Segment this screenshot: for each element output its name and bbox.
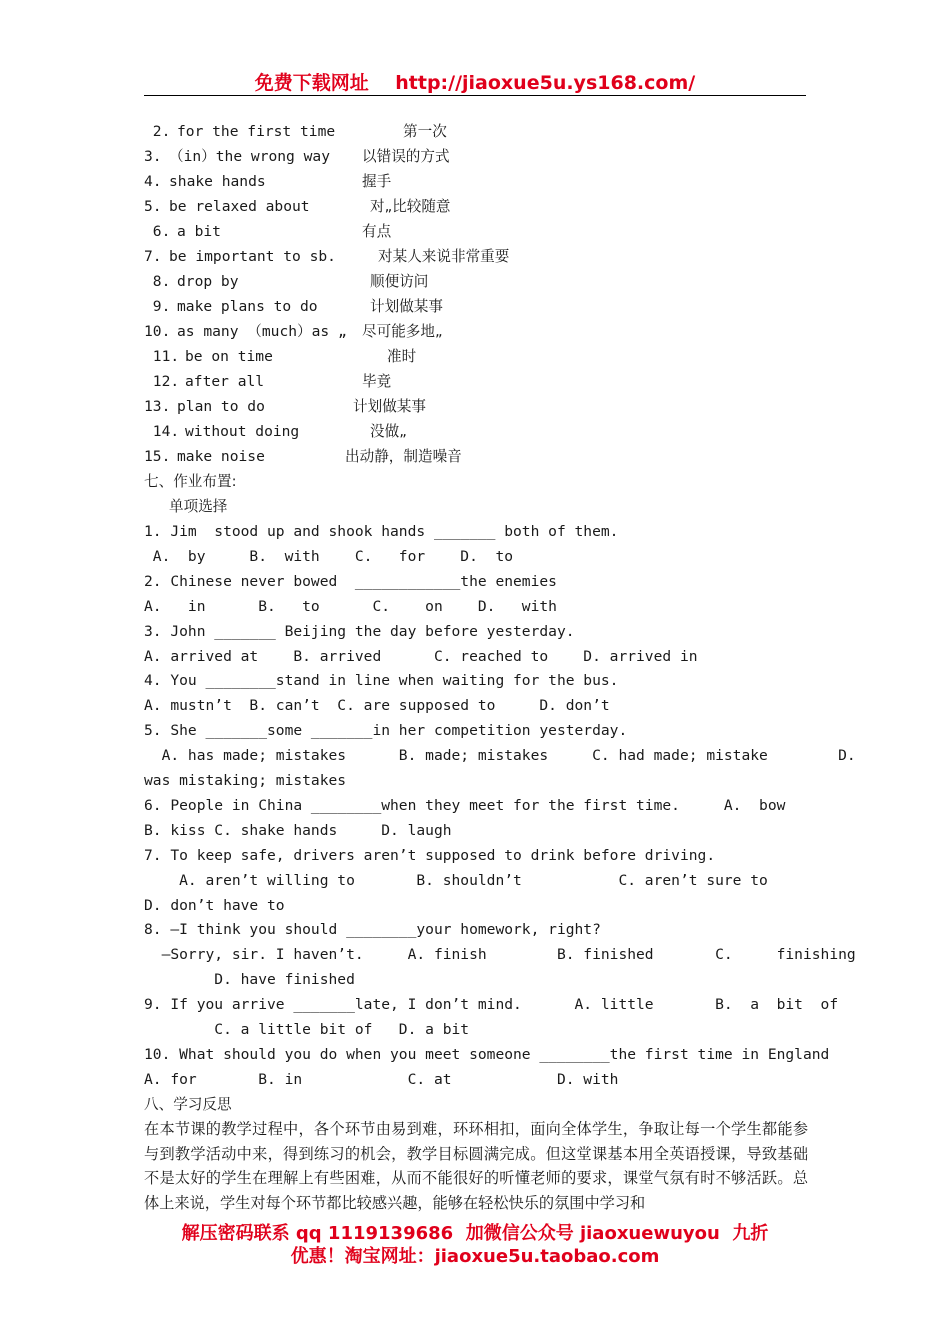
question-line: A. arrived at B. arrived C. reached to D. arrived in [144,647,698,665]
phrase-number: 8. [144,273,171,290]
question-line: 3. John _______ Beijing the day before yesterday. [144,622,575,640]
phrase-chinese: 计划做某事 [370,298,443,315]
phrase-chinese: 对某人来说非常重要 [378,248,510,265]
question-line: C. a little bit of D. a bit [144,1021,470,1038]
section7-subtitle: 单项选择 [169,498,228,515]
phrase-chinese: 准时 [387,348,417,365]
section8-title: 八、学习反思 [144,1096,232,1113]
phrase-english: make noise [177,448,265,465]
phrase-number: 13. [144,398,171,415]
phrase-number: 3. [144,148,162,165]
question-line: 7. To keep safe, drivers aren’t supposed to drink before driving. [144,846,716,864]
phrase-number: 11. [144,348,180,365]
phrase-english: plan to do [177,398,265,415]
phrase-number: 7. [144,248,162,265]
phrase-chinese: 没做„ [370,423,407,440]
phrase-chinese: 握手 [362,173,392,190]
phrase-number: 4. [144,173,162,190]
question-line: 8. —I think you should ________your homework, right? [144,921,601,939]
question-line: 1. Jim stood up and shook hands _______ both of them. [144,523,619,540]
question-line: 10. What should you do when you meet someone ________the first time in England [144,1045,830,1063]
phrase-number: 14. [144,423,180,440]
phrase-chinese: 出动静，制造噪音 [345,448,462,465]
question-line: 2. Chinese never bowed ____________the enemies [144,572,557,590]
phrase-english: shake hands [169,173,266,190]
phrase-english: make plans to do [177,298,318,315]
question-line: D. have finished [144,971,355,989]
phrase-number: 9. [144,298,171,315]
section7-title: 七、作业布置: [144,473,237,490]
phrase-english: for the first time [177,123,336,140]
header-divider [144,95,806,96]
phrase-number: 10. [144,323,171,340]
phrase-number: 6. [144,223,171,240]
phrase-english: be relaxed about [169,198,310,215]
phrase-chinese: 毕竟 [362,373,392,390]
phrase-english: （in）the wrong way [169,148,330,165]
reflection-paragraph: 在本节课的教学过程中，各个环节由易到难，环环相扣，面向全体学生，争取让每一个学生都能参与到教学活动中来，得到练习的机会，教学目标圆满完成。但这堂课基本用全英语授课，导致基础不是太好的学生在理解上有些困难，从而不能很好的听懂老师的要求，课堂气氛有时不够活跃。总体上来说，学生对每个环节都比较感兴趣，能够在轻松快乐的氛围中学习和 [144,1120,808,1212]
question-line: A. for B. in C. at D. with [144,1070,619,1088]
phrase-english: be important to sb. [169,248,336,265]
question-line: D. don’t have to [144,896,285,914]
phrase-english: as many （much）as „ [177,323,347,340]
question-line: 6. People in China ________when they meet for the first time. A. bow [144,796,786,814]
phrase-number: 12. [144,373,180,390]
question-line: A. in B. to C. on D. with [144,597,557,615]
phrase-english: drop by [177,273,239,290]
download-url-header: 免费下载网址 http://jiaoxue5u.ys168.com/ [254,72,696,94]
question-line: 9. If you arrive _______late, I don’t mind. A. little B. a bit of [144,996,839,1014]
question-line: 5. She _______some _______in her competition yesterday. [144,722,628,740]
question-line: 4. You ________stand in line when waiting for the bus. [144,672,619,690]
phrase-chinese: 计划做某事 [353,398,426,415]
question-line: A. by B. with C. for D. to [144,547,514,565]
phrase-chinese: 对„比较随意 [370,198,451,215]
footer-line-1: 解压密码联系 qq 1119139686 加微信公众号 jiaoxuewuyou 九折 [181,1223,769,1244]
question-line: A. aren’t willing to B. shouldn’t C. aren’t sure to [144,871,768,889]
phrase-number: 5. [144,198,162,215]
question-line: B. kiss C. shake hands D. laugh [144,821,452,839]
phrase-chinese: 以错误的方式 [362,148,450,165]
phrase-number: 2. [144,123,171,140]
phrase-chinese: 第一次 [403,123,447,140]
phrase-chinese: 顺便访问 [370,273,429,290]
phrase-chinese: 尽可能多地„ [362,323,443,340]
question-line: A. mustn’t B. can’t C. are supposed to D. don’t [144,697,610,715]
question-line: —Sorry, sir. I haven’t. A. finish B. finished C. finishing [144,946,856,964]
phrase-english: be on time [185,348,273,365]
phrase-english: after all [185,373,265,390]
phrase-english: a bit [177,223,221,240]
phrase-english: without doing [185,423,300,440]
footer-line-2: 优惠！淘宝网址：jiaoxue5u.taobao.com [290,1246,660,1267]
phrase-chinese: 有点 [362,223,392,240]
question-line: A. has made; mistakes B. made; mistakes C. had made; mistake D. [144,747,856,765]
phrase-number: 15. [144,448,171,465]
question-line: was mistaking; mistakes [144,772,347,789]
